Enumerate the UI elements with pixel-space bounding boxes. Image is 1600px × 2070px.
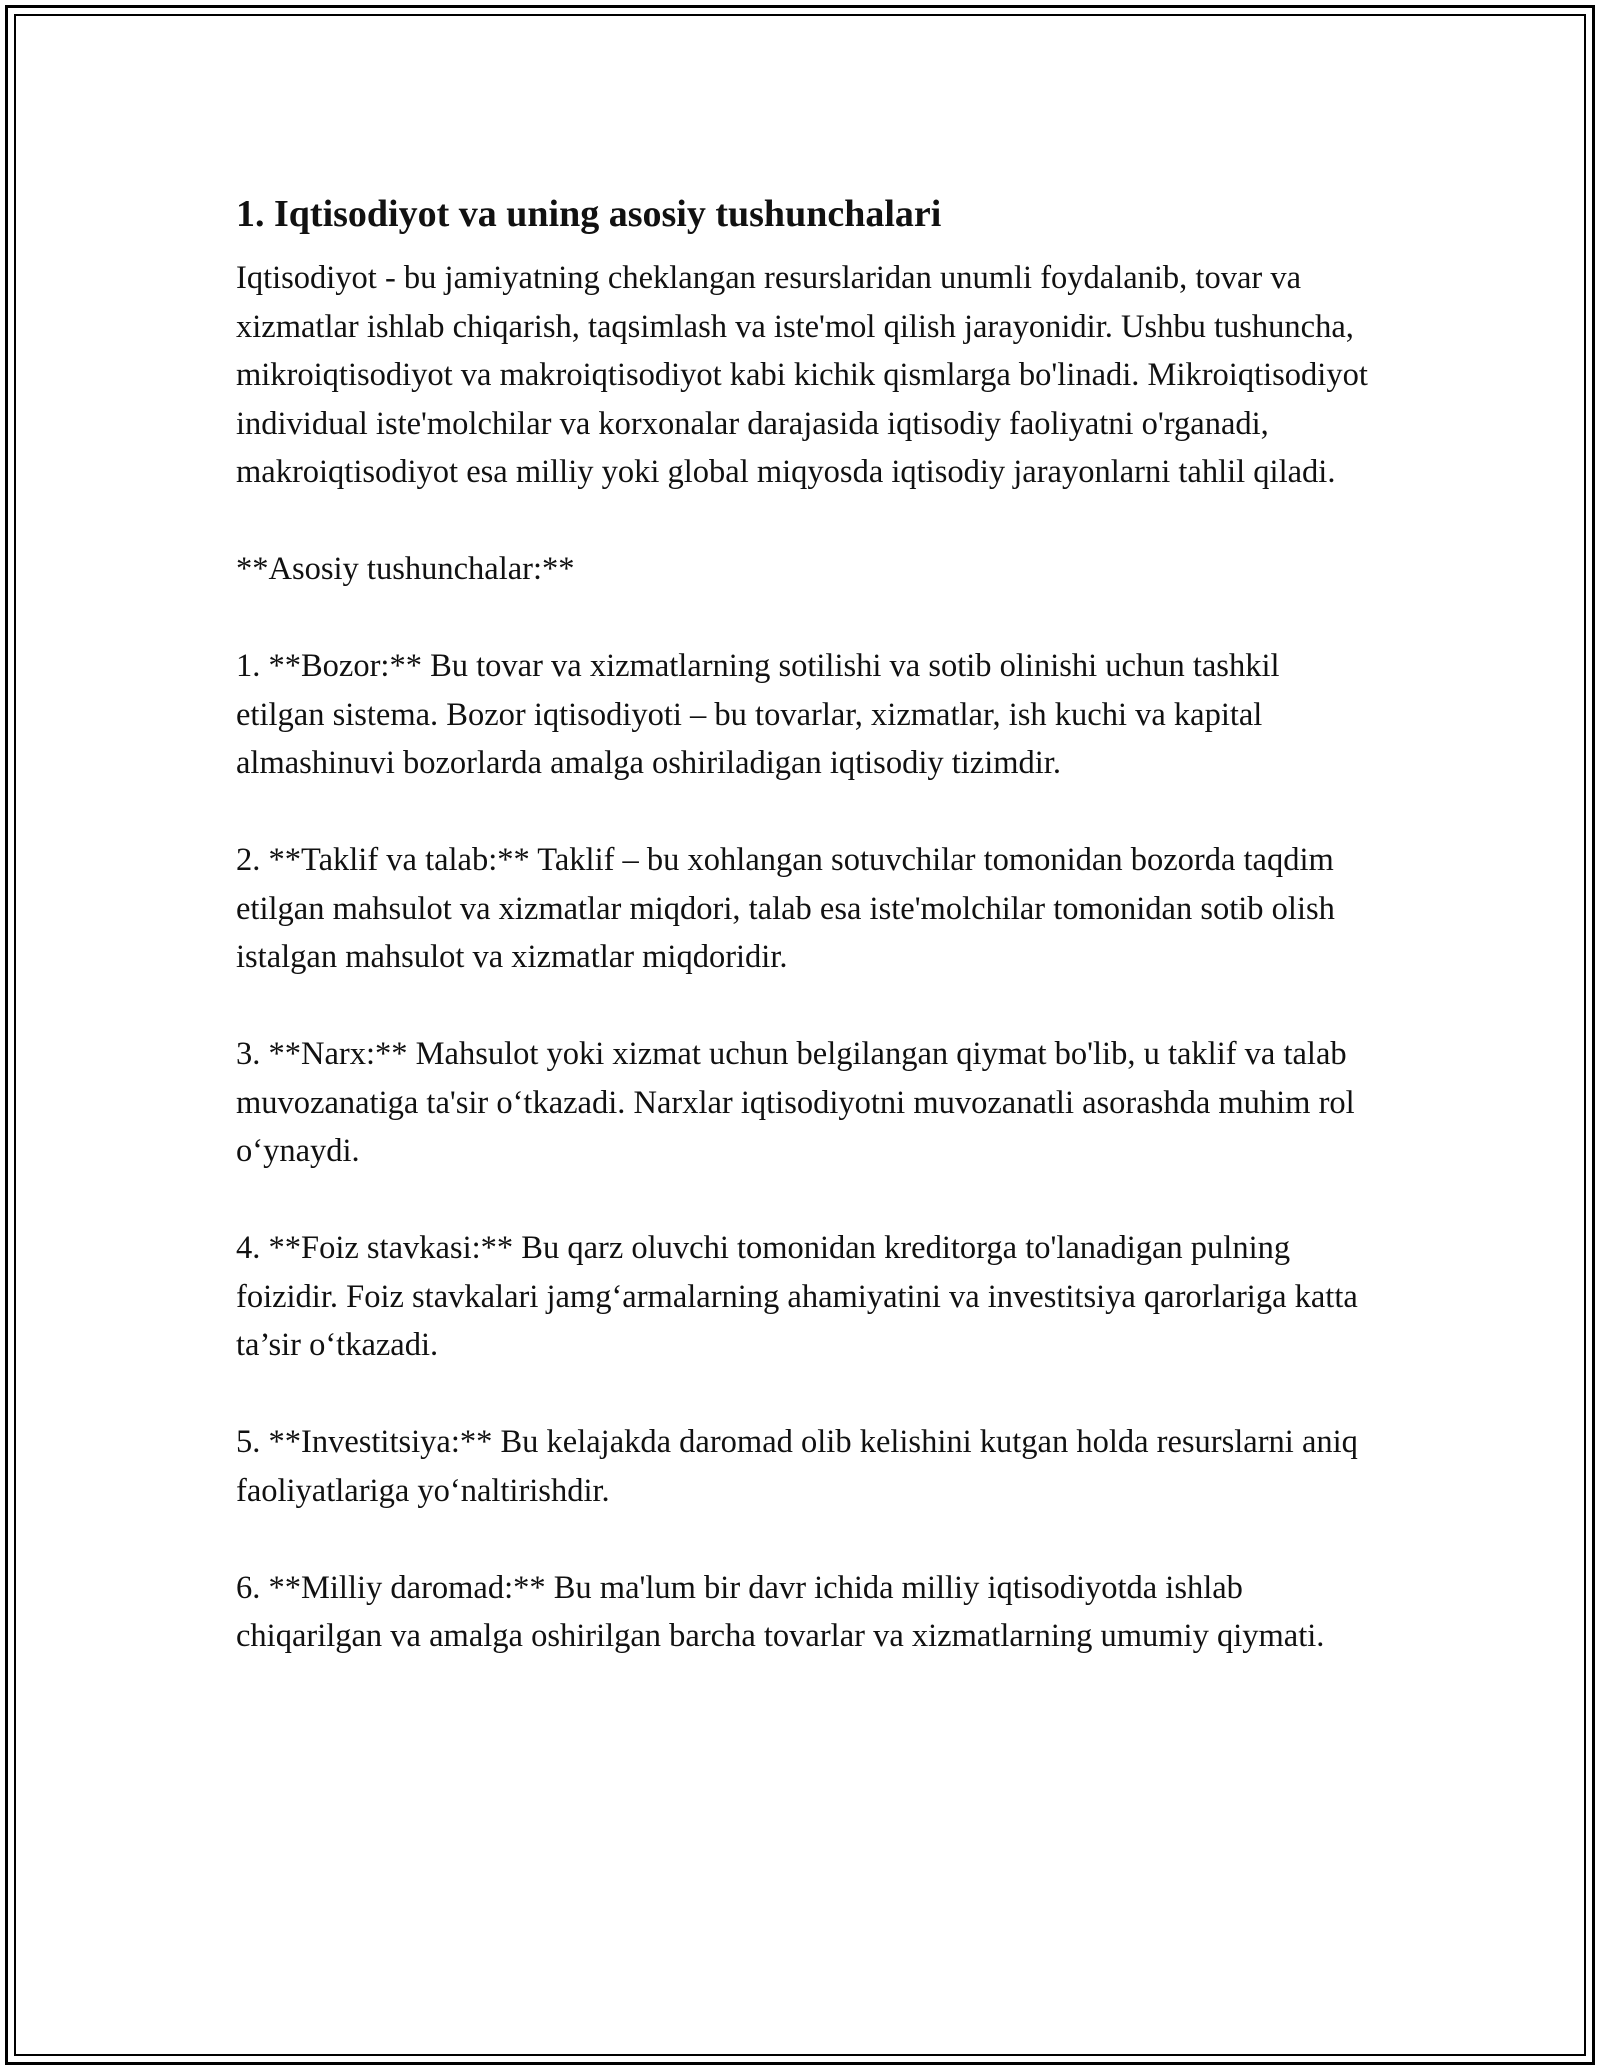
list-item-narx: 3. **Narx:** Mahsulot yoki xizmat uchun belgilangan qiymat bo'lib, u taklif va talab muvozanatiga ta'sir o‘tkazadi. Narxlar iqtisodiyotni muvozanatli asorashda muhim rol o‘ynaydi. xyxy=(236,1036,1355,1169)
list-item-taklif-talab: 2. **Taklif va talab:** Taklif – bu xohlangan sotuvchilar tomonidan bozorda taqdim etilgan mahsulot va xizmatlar miqdori, talab esa iste'molchilar tomonidan sotib olish istalgan mahsulot va xizmatlar miqdoridir. xyxy=(236,842,1335,975)
list-item-investitsiya: 5. **Investitsiya:** Bu kelajakda daromad olib kelishini kutgan holda resurslarni aniq faoliyatlariga yo‘naltirishdir. xyxy=(236,1424,1358,1509)
document-body xyxy=(236,186,1376,1661)
intro-paragraph: Iqtisodiyot - bu jamiyatning cheklangan resurslaridan unumli foydalanib, tovar va xizmatlar ishlab chiqarish, taqsimlash va iste'mol qilish jarayonidir. Ushbu tushuncha, mikroiqtisodiyot va makroiqtisodiyot kabi kichik qismlarga bo'linadi. Mikroiqtisodiyot individual iste'molchilar va korxonalar darajasida iqtisodiy faoliyatni o'rganadi, makroiqtisodiyot esa milliy yoki global miqyosda iqtisodiy jarayonlarni tahlil qiladi. xyxy=(236,260,1368,490)
page-title: 1. Iqtisodiyot va uning asosiy tushunchalari xyxy=(236,193,942,235)
section-heading-paragraph: **Asosiy tushunchalar:** xyxy=(236,551,575,587)
list-item-bozor: 1. **Bozor:** Bu tovar va xizmatlarning sotilishi va sotib olinishi uchun tashkil etilgan sistema. Bozor iqtisodiyoti – bu tovarlar, xizmatlar, ish kuchi va kapital almashinuvi bozorlarda amalga oshiriladigan iqtisodiy tizimdir. xyxy=(236,648,1280,781)
list-item-milliy-daromad: 6. **Milliy daromad:** Bu ma'lum bir davr ichida milliy iqtisodiyotda ishlab chiqarilgan va amalga oshirilgan barcha tovarlar va xizmatlarning umumiy qiymati. xyxy=(236,1569,1325,1654)
list-item-foiz-stavkasi: 4. **Foiz stavkasi:** Bu qarz oluvchi tomonidan kreditorga to'lanadigan pulning foizidir. Foiz stavkalari jamg‘armalarning ahamiyatini va investitsiya qarorlariga katta ta’sir o‘tkazadi. xyxy=(236,1230,1358,1363)
